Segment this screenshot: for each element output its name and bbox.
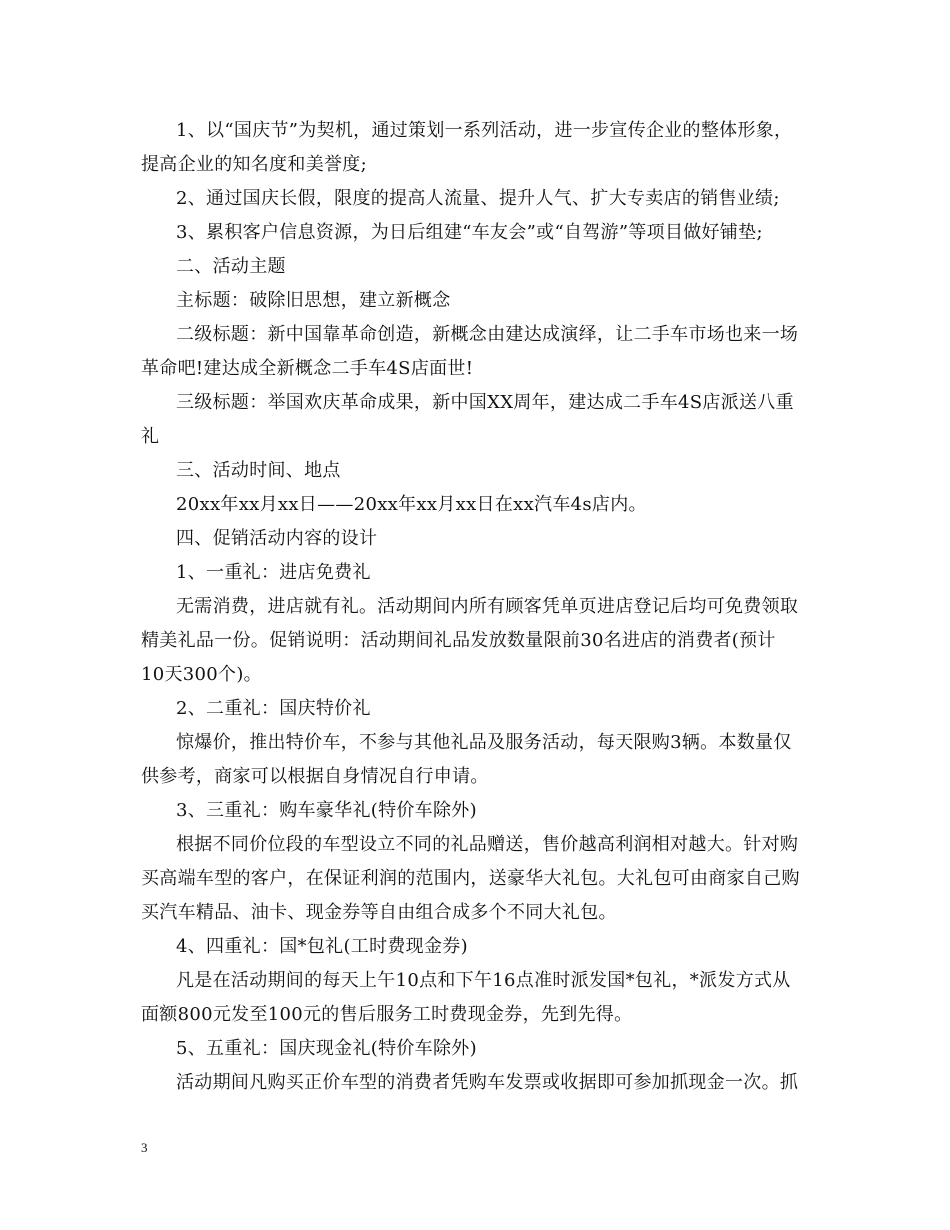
- text-line: 四、促销活动内容的设计: [176, 528, 378, 549]
- text-line: 礼: [141, 426, 160, 447]
- text-line: 无需消费，进店就有礼。活动期间内所有顾客凭单页进店登记后均可免费领取: [176, 596, 799, 617]
- text-line: 1、一重礼：进店免费礼: [176, 562, 371, 583]
- text-line: 4、四重礼：国*包礼(工时费现金券): [176, 936, 468, 957]
- text-line: 供参考，商家可以根据自身情况自行申请。: [141, 766, 489, 787]
- page-number: 3: [141, 1140, 148, 1155]
- text-line: 凡是在活动期间的每天上午10点和下午16点准时派发国*包礼，*派发方式从: [176, 970, 791, 991]
- text-line: 根据不同价位段的车型设立不同的礼品赠送，售价越高利润相对越大。针对购: [176, 834, 799, 855]
- text-line: 买汽车精品、油卡、现金券等自由组合成多个不同大礼包。: [141, 902, 617, 923]
- text-line: 2、二重礼：国庆特价礼: [176, 698, 371, 719]
- text-line: 20xx年xx月xx日——20xx年xx月xx日在xx汽车4s店内。: [176, 494, 647, 515]
- text-line: 买高端车型的客户，在保证利润的范围内，送豪华大礼包。大礼包可由商家自己购: [141, 868, 800, 889]
- text-line: 5、五重礼：国庆现金礼(特价车除外): [176, 1038, 477, 1059]
- text-line: 3、三重礼：购车豪华礼(特价车除外): [176, 800, 477, 821]
- text-line: 二级标题：新中国靠革命创造，新概念由建达成演绎，让二手车市场也来一场: [176, 324, 799, 345]
- text-line: 革命吧!建达成全新概念二手车4S店面世!: [141, 358, 474, 379]
- document-body: [141, 114, 829, 1100]
- text-line: 2、通过国庆长假，限度的提高人流量、提升人气、扩大专卖店的销售业绩;: [176, 188, 780, 209]
- text-line: 活动期间凡购买正价车型的消费者凭购车发票或收据即可参加抓现金一次。抓: [176, 1072, 799, 1093]
- text-line: 精美礼品一份。促销说明：活动期间礼品发放数量限前30名进店的消费者(预计: [141, 630, 776, 651]
- text-line: 1、以“国庆节”为契机，通过策划一系列活动，进一步宣传企业的整体形象，: [176, 120, 793, 141]
- text-line: 惊爆价，推出特价车，不参与其他礼品及服务活动，每天限购3辆。本数量仅: [176, 732, 792, 753]
- text-line: 10天300个)。: [141, 664, 262, 685]
- text-line: 面额800元发至100元的售后服务工时费现金券，先到先得。: [141, 1004, 633, 1025]
- text-line: 提高企业的知名度和美誉度;: [141, 154, 367, 175]
- text-line: 3、累积客户信息资源，为日后组建“车友会”或“自驾游”等项目做好铺垫;: [176, 222, 763, 243]
- text-line: 三级标题：举国欢庆革命成果，新中国XX周年，建达成二手车4S店派送八重: [176, 392, 794, 413]
- text-line: 主标题：破除旧思想，建立新概念: [176, 290, 451, 311]
- text-line: 三、活动时间、地点: [176, 460, 341, 481]
- text-line: 二、活动主题: [176, 256, 286, 277]
